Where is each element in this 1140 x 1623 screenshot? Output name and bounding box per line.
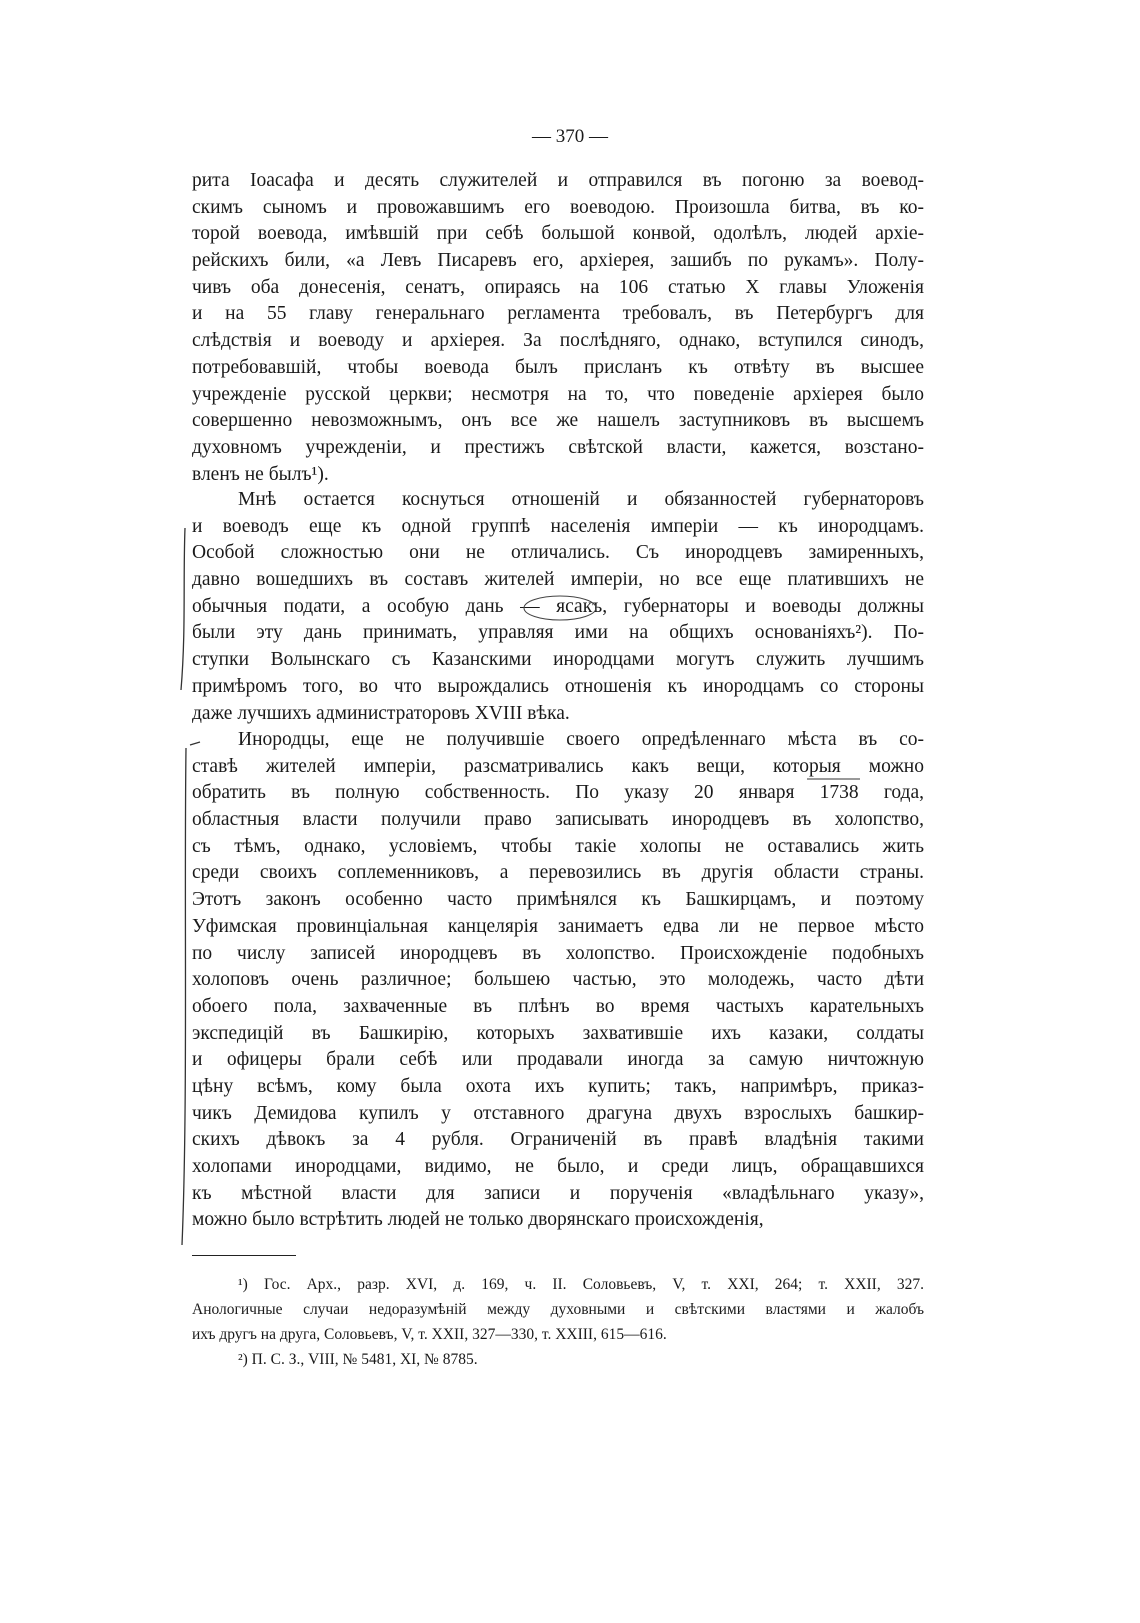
text-line: скихъ дѣвокъ за 4 рубля. Ограниченій въ правѣ владѣнія такими bbox=[192, 1129, 924, 1151]
text-line: были эту дань принимать, управляя ими на общихъ основаніяхъ²). По- bbox=[192, 622, 924, 644]
text-line: вленъ не былъ¹). bbox=[192, 463, 329, 485]
text-line: чивъ оба донесенія, сенатъ, опираясь на 106 статью X главы Уложенія bbox=[192, 276, 924, 298]
text-line: слѣдствія и воеводу и архіерея. За послѣдняго, однако, вступился синодъ, bbox=[192, 330, 924, 352]
text-line: экспедицій въ Башкирію, которыхъ захватившіе ихъ казаки, солдаты bbox=[192, 1022, 924, 1044]
page-number: — 370 — bbox=[532, 126, 608, 147]
text-line: Инородцы, еще не получившіе своего опредѣленнаго мѣста въ со- bbox=[238, 729, 924, 750]
text-line: скимъ сыномъ и провожавшимъ его воеводою. Произошла битва, въ ко- bbox=[192, 196, 924, 218]
text-line: Особой сложностью они не отличались. Съ инородцевъ замиренныхъ, bbox=[192, 542, 924, 564]
text-line: торой воевода, имѣвшій при себѣ большой конвой, одолѣлъ, людей архіе- bbox=[192, 223, 924, 245]
text-line: можно было встрѣтить людей не только дворянскаго происхожденія, bbox=[192, 1209, 764, 1231]
footnotes bbox=[192, 1272, 924, 1372]
text-line: даже лучшихъ администраторовъ XVIII вѣка. bbox=[192, 702, 570, 724]
text-line: обратить въ полную собственность. По указу 20 января 1738 года, bbox=[192, 782, 924, 804]
footnote-line: ²) П. С. З., VIII, № 5481, XI, № 8785. bbox=[238, 1351, 478, 1368]
text-line: по числу записей инородцевъ въ холопство. Происхожденіе подобныхъ bbox=[192, 942, 924, 964]
text-line: Мнѣ остается коснуться отношеній и обязанностей губернаторовъ bbox=[238, 489, 924, 510]
text-line: примѣромъ того, во что вырождались отношенія къ инородцамъ со стороны bbox=[192, 675, 924, 697]
text-line: ставѣ жителей имперіи, разсматривались какъ вещи, которыя можно bbox=[192, 755, 924, 777]
text-line: Этотъ законъ особенно часто примѣнялся къ Башкирцамъ, и поэтому bbox=[192, 889, 924, 911]
text-line: холопами инородцами, видимо, не было, и среди лицъ, обращавшихся bbox=[192, 1156, 924, 1177]
text-line: среди своихъ соплеменниковъ, а перевозились въ другія области страны. bbox=[192, 862, 924, 884]
text-line: областныя власти получили право записывать инородцевъ въ холопство, bbox=[192, 809, 924, 831]
text-line: давно вошедшихъ въ составъ жителей имперіи, но все еще платившихъ не bbox=[192, 569, 924, 591]
paragraph-3 bbox=[192, 727, 924, 1234]
text-line: ступки Волынскаго съ Казанскими инородцами могутъ служить лучшимъ bbox=[192, 649, 924, 671]
text-line: обычныя подати, а особую дань — ясакъ, губернаторы и воеводы должны bbox=[192, 595, 924, 617]
text-line: потребовавшій, чтобы воевода былъ присланъ къ отвѣту въ высшее bbox=[192, 356, 924, 378]
margin-line-1 bbox=[181, 528, 185, 690]
footnote-line: ¹) Гос. Арх., разр. XVI, д. 169, ч. II. Соловьевъ, V, т. XXI, 264; т. XXII, 327. bbox=[238, 1276, 924, 1293]
paragraph-2 bbox=[192, 487, 924, 727]
text-line: и офицеры брали себѣ или продавали иногда за самую ничтожную bbox=[192, 1049, 924, 1071]
text-line: учрежденіе русской церкви; несмотря на то, что поведеніе архіерея было bbox=[192, 383, 924, 405]
text-line: чикъ Демидова купилъ у отставного драгуна двухъ взрослыхъ башкир- bbox=[192, 1102, 924, 1124]
text-line: къ мѣстной власти для записи и порученія «владѣльнаго указу», bbox=[192, 1182, 924, 1204]
text-line: обоего пола, захваченные въ плѣнъ во время частыхъ карательныхъ bbox=[192, 995, 924, 1017]
text-line: цѣну всѣмъ, кому была охота ихъ купить; такъ, напримѣръ, приказ- bbox=[192, 1075, 924, 1097]
paragraph-1 bbox=[192, 168, 924, 488]
footnote-rule bbox=[192, 1255, 296, 1256]
footnote-line: ихъ другъ на друга, Соловьевъ, V, т. XXII, 327—330, т. XXIII, 615—616. bbox=[192, 1326, 667, 1343]
footnote-line: Анологичные случаи недоразумѣній между духовными и свѣтскими властями и жалобъ bbox=[192, 1301, 924, 1318]
text-line: съ тѣмъ, однако, условіемъ, чтобы такіе холопы не оставались жить bbox=[192, 835, 924, 857]
text-line: холоповъ очень различное; большею частью, это молодежь, часто дѣти bbox=[192, 969, 924, 991]
text-line: и на 55 главу генеральнаго регламента требовалъ, въ Петербургъ для bbox=[192, 303, 924, 325]
text-line: совершенно невозможнымъ, онъ все же нашелъ заступниковъ въ высшемъ bbox=[192, 410, 924, 432]
text-line: рейскихъ били, «а Левъ Писаревъ его, архіерея, зашибъ по рукамъ». Полу- bbox=[192, 250, 924, 272]
text-line: Уфимская провинціальная канцелярія занимаетъ едва ли не первое мѣсто bbox=[192, 915, 924, 937]
text-line: рита Іоасафа и десять служителей и отправился въ погоню за воевод- bbox=[192, 170, 924, 191]
text-line: духовномъ учрежденіи, и престижъ свѣтской власти, кажется, возстано- bbox=[192, 436, 924, 458]
text-line: и воеводъ еще къ одной группѣ населенія имперіи — къ инородцамъ. bbox=[192, 515, 924, 537]
